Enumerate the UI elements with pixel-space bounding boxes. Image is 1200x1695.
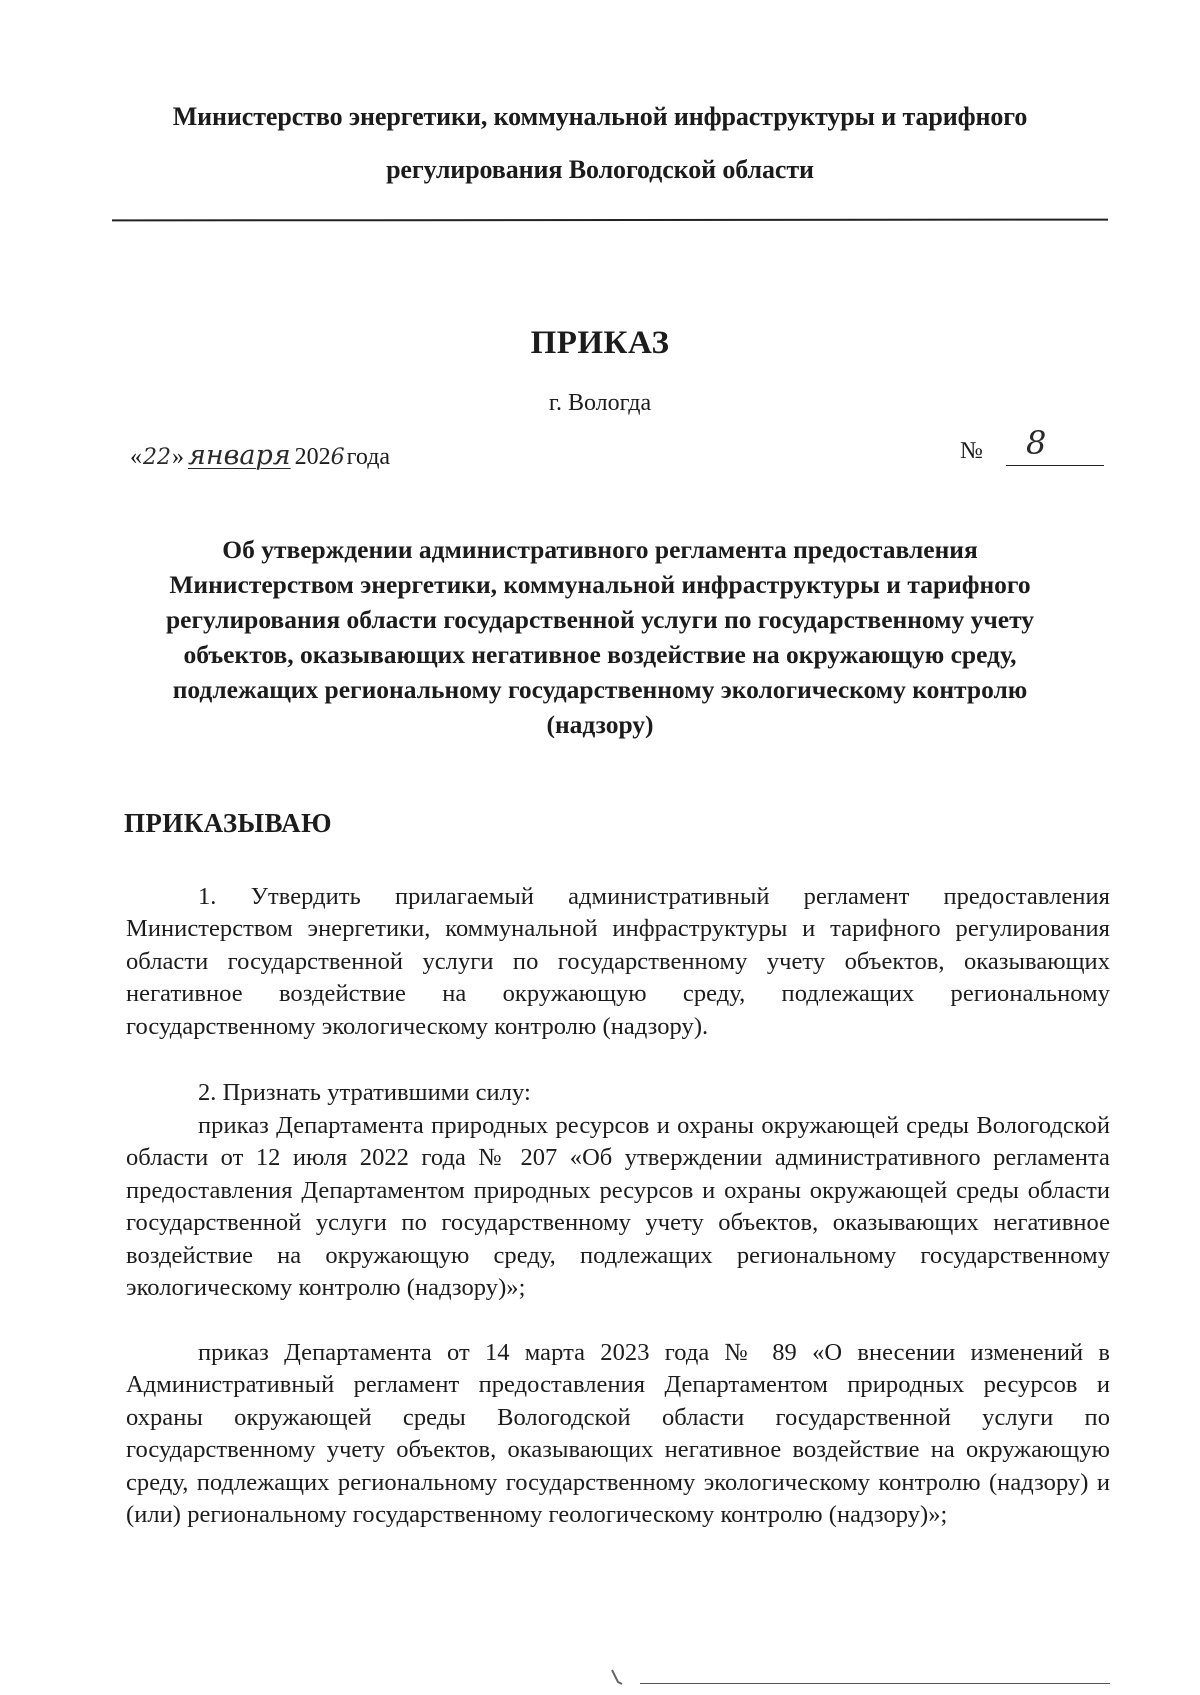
title-line: объектов, оказывающих негативное воздействие на окружающую среду, [183,640,1017,669]
body-paragraph-3: приказ Департамента природных ресурсов и охраны окружающей среды Вологодской области от 12 июля 2022 года № 207 «Об утверждении административного регламента предоставления Департаментом природных ресурсов и охраны окружающей среды области государственной услуги по государственному учету объектов, оказывающих негативное воздействие на окружающую среду, подлежащих региональному государственному экологическому контролю (надзору)»; [126,1111,1110,1302]
body-paragraph-4: приказ Департамента от 14 марта 2023 года № 89 «О внесении изменений в Административный регламент предоставления Департаментом природных ресурсов и охраны окружающей среды Вологодской области государственной услуги по государственному учету объектов, оказывающих негативное воздействие на окружающую среду, подлежащих региональному государственному экологическому контролю (надзору) и (или) региональному государственному геологическому контролю (надзору)»; [126,1338,1110,1529]
date-month-handwritten: января [188,440,291,471]
document-title [100,532,1100,742]
number-value-handwritten: 8 [1026,424,1047,462]
number-underline [1006,465,1104,466]
body-paragraph-2: 2. Признать утратившими силу: [198,1078,531,1106]
ministry-header-line1: Министерство энергетики, коммунальной инфраструктуры и тарифного [172,102,1028,131]
body-paragraph-1: 1. Утвердить прилагаемый административный регламент предоставления Министерством энергетики, коммунальной инфраструктуры и тарифного регулирования области государственной услуги по государственному учету объектов, оказывающих негативное воздействие на окружающую среду, подлежащих региональному государственному экологическому контролю (надзору). [126,882,1110,1040]
title-line: (надзору) [546,710,654,739]
title-line: регулирования области государственной услуги по государственному учету [165,605,1035,634]
date-year-prefix: 202 [294,444,331,470]
date-day-handwritten: 22 [143,445,171,470]
title-line: подлежащих региональному государственному экологическому контролю [172,675,1028,704]
document-number [960,424,1110,470]
ministry-header-line2: регулирования Вологодской области [386,155,814,184]
ministry-header [100,90,1100,196]
date-year-word: года [346,444,391,470]
footer-line [640,1683,1110,1684]
date-close-quote: » [172,444,184,470]
date-open-quote: « [130,444,142,470]
document-type: ПРИКАЗ [530,325,670,361]
scan-mark [610,1668,624,1686]
title-line: Об утверждении административного регламента предоставления [222,535,978,564]
header-divider [112,219,1108,222]
order-directive: ПРИКАЗЫВАЮ [124,808,332,838]
date-year-suffix-handwritten: 6 [330,445,345,470]
title-line: Министерством энергетики, коммунальной инфраструктуры и тарифного [169,570,1031,599]
document-city: г. Вологда [548,390,652,416]
document-date [130,440,390,471]
number-sign: № [960,438,983,464]
